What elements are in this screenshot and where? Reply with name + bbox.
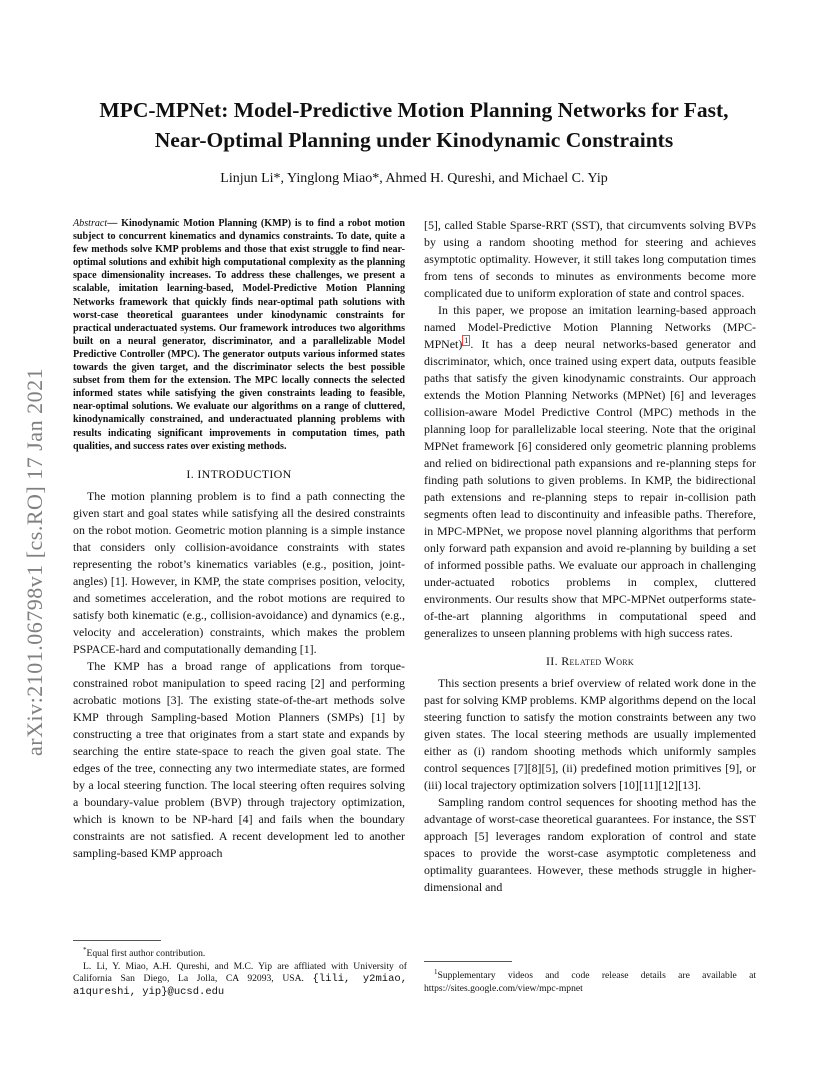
related-heading-number: II. bbox=[545, 654, 562, 668]
abstract-label: Abstract bbox=[73, 218, 108, 229]
related-paragraph-1: This section presents a brief overview of related work done in the past for solving KMP problems. KMP algorithms depend on the local steering function to satisfy the motion constraints between any two given states. The local steering methods are usually implemented either as (i) random shooting methods which uniformly samples control sequences [7][8][5], (ii) predefined motion primitives [9], or (iii) local trajectory optimization solvers [10][11][12][13]. bbox=[424, 676, 756, 792]
footnote-1-mark: 1 bbox=[434, 968, 438, 976]
intro-paragraph-4 bbox=[424, 302, 756, 642]
footnote-affiliation-text: L. Li, Y. Miao, A.H. Qureshi, and M.C. Yip are affliated with University of California San Diego, La Jolla, CA 92093, USA. bbox=[73, 960, 407, 985]
footnote-1 bbox=[424, 966, 756, 995]
footnote-1-text: Supplementary videos and code release details are available at https://sites.google.com/view/mpc-mpnet bbox=[424, 970, 756, 994]
footnote-affiliation bbox=[73, 961, 407, 999]
intro-paragraph-2: The KMP has a broad range of applications from torque-constrained robot manipulation to speed racing [2] and performing acrobatic motions [3]. The existing state-of-the-art methods solve KMP through Sampling-based Motion Planners (SMPs) [1] by constructing a tree that originates from a start state and expands by searching the entire state-space to reach the given goal state. The edges of the tree, connecting any two intermediate states, are formed by a local steering function. The local steering often requires solving a boundary-value problem (BVP) through trajectory optimization, which is known to be NP-hard [4] and fails when the boundary constraints are not satisfied. A recent development led to another sampling-based KMP approach bbox=[73, 658, 405, 860]
arxiv-side-stamp: arXiv:2101.06798v1 [cs.RO] 17 Jan 2021 bbox=[22, 367, 47, 756]
right-column bbox=[424, 217, 756, 896]
intro-paragraph-1: The motion planning problem is to find a path connecting the given start and goal states while satisfying all the desired constraints on the robot motion. Geometric motion planning is a simple instance that considers only collision-avoidance constraints with states representing the robot’s kinematics variables (e.g., position, joint-angles) [1]. However, in KMP, the state comprises position, velocity, and sometimes acceleration, and the robot motions are required to satisfy both kinematic (e.g., collision-avoidance) and dynamics (e.g., velocity and acceleration) constraints, which makes the problem PSPACE-hard and computationally demanding [1]. bbox=[73, 488, 405, 656]
intro-paragraph-4-start: In this paper, we propose an imitation learning-based approach named Model-Predictive Motion Planning Networks (MPC-MPNet) bbox=[424, 303, 756, 351]
paper-title bbox=[60, 95, 768, 155]
section-heading-related-work bbox=[424, 653, 756, 670]
related-paragraph-2: Sampling random control sequences for shooting method has the advantage of worst-case theoretical guarantees. For instance, the SST approach [5] leverages random exploration of control and state spaces to provide the worst-case asymptotic completeness and optimality guarantees. However, these methods struggle in higher-dimensional and bbox=[424, 795, 756, 894]
footnote-equal-contribution bbox=[73, 944, 407, 961]
abstract-text: — Kinodynamic Motion Planning (KMP) is to find a robot motion subject to concurrent kinematics and dynamics constraints. To date, quite a few methods solve KMP problems and those that exist struggle to find near-optimal solutions and exhibit high computational complexity as the planning space dimensionality increases. To address these challenges, we present a scalable, imitation learning-based, Model-Predictive Motion Planning Networks framework that quickly finds near-optimal path solutions with worst-case theoretical guarantees under kinodynamic constraints for practical underactuated systems. Our framework introduces two algorithms built on a neural generator, discriminator, and a parallelizable Model Predictive Controller (MPC). The generator outputs various informed states towards the given target, and the discriminator selects the best possible subset from them for the extension. The MPC locally connects the selected informed states while satisfying the given constraints leading to feasible, near-optimal solutions. We evaluate our algorithms on a range of cluttered, kinodynamically constrained, and underactuated planning problems with results indicating significant improvements in computation times, path qualities, and success rates over existing methods. bbox=[73, 218, 405, 452]
footnote-left bbox=[73, 944, 407, 998]
abstract bbox=[73, 217, 405, 453]
footnote-rule-left bbox=[73, 940, 161, 941]
title-line-2: Near-Optimal Planning under Kinodynamic Constraints bbox=[154, 128, 674, 152]
intro-paragraph-4-rest: . It has a deep neural networks-based generator and discriminator, which, once trained using expert data, outputs feasible paths that satisfy the given kinodynamic constraints. Our approach extends the Motion Planning Networks (MPNet) [6] and leverages collision-aware Model Predictive Control (MPC) methods in the planning loop for parallelizable local steering. Note that the original MPNet framework [6] considered only geometric planning problems and relied on bidirectional path expansions and re-planning steps for finding path solutions to given problems. In KMP, the bidirectional path extensions and re-planning steps to repair in-collision path segments often lead to discontinuity and infeasible paths. Therefore, in MPC-MPNet, we propose novel planning algorithms that perform only forward path expansion and avoid re-planning by building a set of informed possible paths. We evaluate our approach in challenging under-actuated robotics problems in complex, cluttered environments. Our results show that MPC-MPNet outperforms state-of-the-art planning algorithms in computational speed and generalizes to unseen planning problems with high success rates. bbox=[424, 337, 756, 640]
intro-paragraph-3: [5], called Stable Sparse-RRT (SST), that circumvents solving BVPs by using a random shooting method for steering and achieves asymptotic optimality. However, it still takes long computation times from tens of seconds to minutes as environments become more complicated due to uniform exploration of state and control spaces. bbox=[424, 218, 756, 300]
footnote-rule-right bbox=[424, 961, 512, 962]
footnote-emails: {lili, y2miao, a1qureshi, yip}@ucsd.edu bbox=[73, 973, 407, 998]
footnote-right bbox=[424, 966, 756, 995]
related-heading-text: Related Work bbox=[561, 654, 635, 668]
footnote-equal-mark: * bbox=[83, 946, 87, 954]
left-column bbox=[73, 217, 405, 862]
author-list: Linjun Li*, Yinglong Miao*, Ahmed H. Qureshi, and Michael C. Yip bbox=[220, 171, 608, 186]
footnote-equal-text: Equal first author contribution. bbox=[86, 948, 206, 960]
title-line-1: MPC-MPNet: Model-Predictive Motion Planning Networks for Fast, bbox=[99, 98, 729, 122]
footnote-link-1[interactable]: 1 bbox=[464, 336, 469, 346]
section-heading-introduction: I. INTRODUCTION bbox=[186, 466, 292, 481]
